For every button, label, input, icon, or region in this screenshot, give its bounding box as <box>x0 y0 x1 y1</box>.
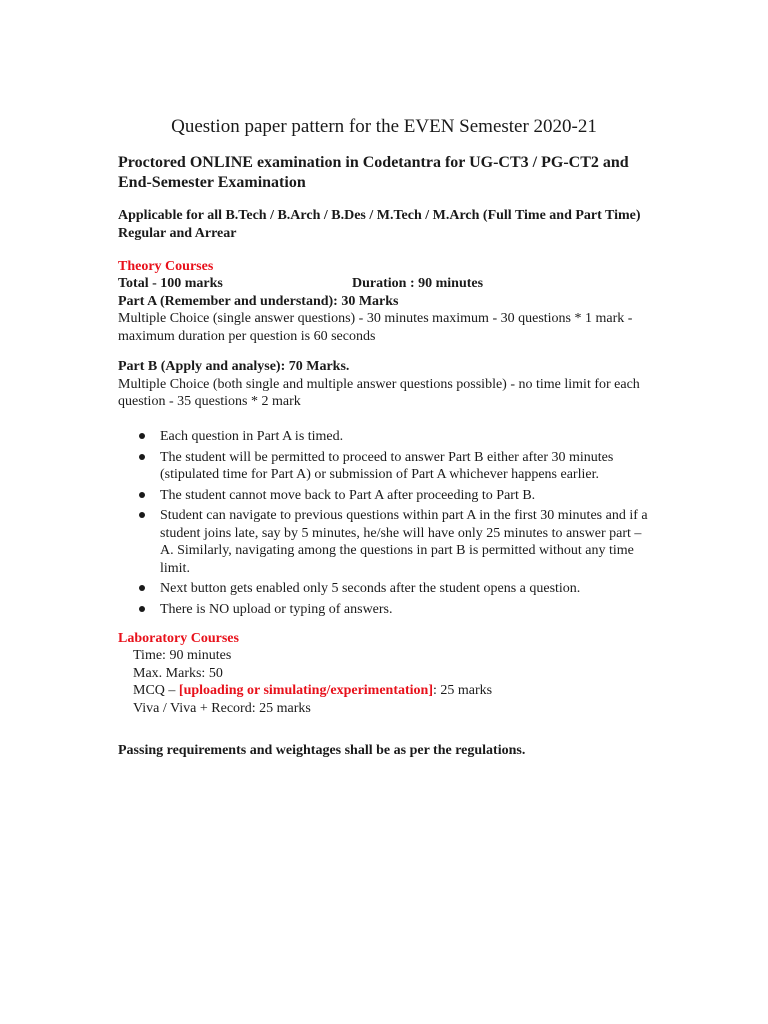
bullet-icon <box>139 606 145 612</box>
part-b-description: Multiple Choice (both single and multiple answer questions possible) - no time limit for each question - 35 questions * 2 mark <box>118 376 640 409</box>
list-item <box>136 601 652 619</box>
exam-heading: Proctored ONLINE examination in Codetantra for UG-CT3 / PG-CT2 and End-Semester Examination <box>118 154 629 191</box>
theory-duration: Duration : 90 minutes <box>352 276 484 291</box>
list-item-text: Each question in Part A is timed. <box>160 429 344 444</box>
passing-note: Passing requirements and weightages shall be as per the regulations. <box>118 743 526 758</box>
page-title: Question paper pattern for the EVEN Semester 2020-21 <box>171 116 597 137</box>
laboratory-section-label: Laboratory Courses <box>118 631 239 646</box>
list-item <box>136 428 652 446</box>
lab-mcq-suffix: : 25 marks <box>433 683 493 698</box>
theory-marks-row <box>118 275 658 293</box>
list-item-text: Student can navigate to previous questions within part A in the first 30 minutes and if a student joins late, say by 5 minutes, he/she will have only 25 minutes to answer part – A. Similarly, navigating among the questions in part B is permitted without any time limit. <box>160 508 648 576</box>
list-item <box>136 580 652 598</box>
theory-total-marks: Total - 100 marks <box>118 276 223 291</box>
lab-mcq <box>118 682 658 700</box>
list-item <box>136 449 652 484</box>
list-item-text: The student cannot move back to Part A after proceeding to Part B. <box>160 487 536 503</box>
list-item-text: Next button gets enabled only 5 seconds after the student opens a question. <box>160 581 581 596</box>
list-item-text: There is NO upload or typing of answers. <box>160 601 393 617</box>
part-a-title: Part A (Remember and understand): 30 Marks <box>118 293 399 309</box>
part-b-title: Part B (Apply and analyse): 70 Marks. <box>118 359 350 374</box>
list-item <box>136 487 652 505</box>
lab-viva: Viva / Viva + Record: 25 marks <box>133 700 311 716</box>
bullet-icon <box>139 585 145 591</box>
bullet-icon <box>139 512 145 518</box>
bullet-icon <box>139 433 145 439</box>
list-item <box>136 507 652 577</box>
bullet-icon <box>139 492 145 498</box>
list-item-text: The student will be permitted to proceed to answer Part B either after 30 minutes (stipulated time for Part A) or submission of Part A whichever happens earlier. <box>160 449 614 482</box>
bullet-icon <box>139 454 145 460</box>
rules-list <box>136 428 652 621</box>
lab-time: Time: 90 minutes <box>133 648 232 663</box>
lab-mcq-prefix: MCQ – <box>133 683 179 698</box>
lab-max-marks: Max. Marks: 50 <box>133 665 223 681</box>
part-b-section <box>118 358 658 411</box>
theory-section-label: Theory Courses <box>118 259 214 274</box>
lab-mcq-highlight: [uploading or simulating/experimentation] <box>178 683 433 698</box>
laboratory-section <box>118 630 658 717</box>
theory-section <box>118 258 658 345</box>
part-a-description: Multiple Choice (single answer questions) - 30 minutes maximum - 30 questions * 1 mark - maximum duration per question is 60 seconds <box>118 311 633 344</box>
applicability-note: Applicable for all B.Tech / B.Arch / B.Des / M.Tech / M.Arch (Full Time and Part Time) Regular and Arrear <box>118 208 641 241</box>
